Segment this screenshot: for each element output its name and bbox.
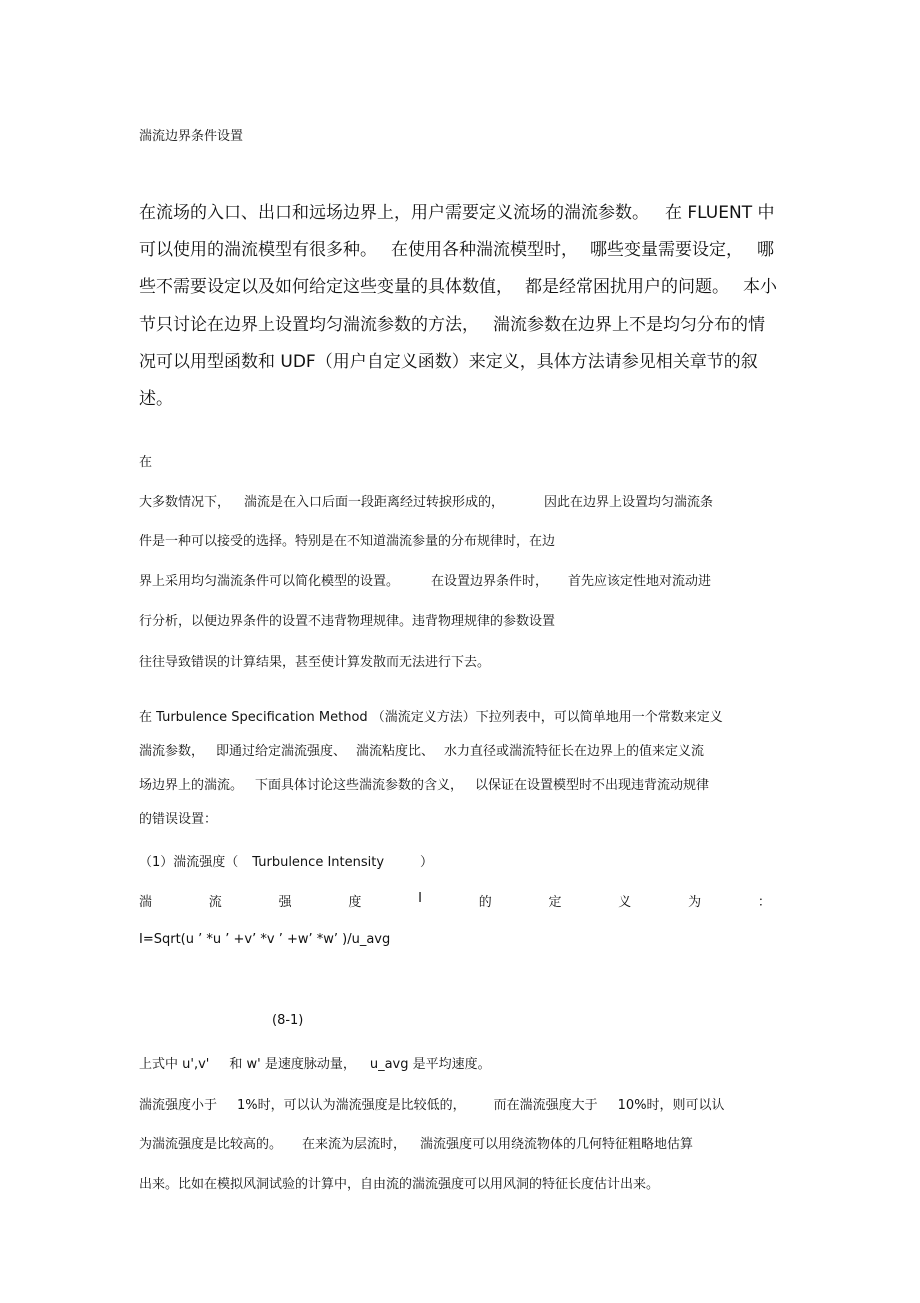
- text-line: 述。: [139, 389, 173, 409]
- formula: I=Sqrt(u ’ *u ’ +v’ *v ’ +w’ *w’ )/u_avg: [139, 932, 391, 947]
- text-line: 的错误设置：: [139, 812, 218, 827]
- text-line: 行分析，以便边界条件的设置不违背物理规律。违背物理规律的参数设置: [139, 614, 556, 629]
- equation-number: (8-1): [272, 1013, 304, 1028]
- text-line: 大多数情况下， 湍流是在入口后面一段距离经过转捩形成的， 因此在边界上设置均匀湍流条: [139, 495, 714, 510]
- text-line: 湍流参数， 即通过给定湍流强度、 湍流粘度比、 水力直径或湍流特征长在边界上的值来定义流: [139, 744, 705, 759]
- text-line: 节只讨论在边界上设置均匀湍流参数的方法， 湍流参数在边界上不是均匀分布的情: [139, 315, 765, 335]
- definition-line: 湍 流 强 度 I 的 定 义 为 ：: [139, 891, 771, 910]
- page-title: 湍流边界条件设置: [139, 129, 244, 144]
- text-line: 湍流强度小于 1%时，可以认为湍流强度是比较低的， 而在湍流强度大于 10%时，则可以认: [139, 1098, 725, 1113]
- section-heading-turbulence-intensity: （1）湍流强度（ Turbulence Intensity ）: [139, 855, 434, 870]
- text-line: 件是一种可以接受的选择。特别是在不知道湍流参量的分布规律时，在边: [139, 534, 556, 549]
- explanation-line: 上式中 u',v' 和 w' 是速度脉动量， u_avg 是平均速度。: [139, 1057, 491, 1072]
- text-line: 出来。比如在模拟风洞试验的计算中，自由流的湍流强度可以用风洞的特征长度估计出来。: [139, 1177, 660, 1192]
- text-line: 在 Turbulence Specification Method （湍流定义方法）下拉列表中，可以简单地用一个常数来定义: [139, 710, 723, 725]
- text-line: 在: [139, 455, 153, 470]
- text-line: 况可以用型函数和 UDF（用户自定义函数）来定义，具体方法请参见相关章节的叙: [139, 352, 758, 372]
- text-line: 场边界上的湍流。 下面具体讨论这些湍流参数的含义， 以保证在设置模型时不出现违背流动规律: [139, 778, 710, 793]
- text-line: 界上采用均匀湍流条件可以简化模型的设置。 在设置边界条件时， 首先应该定性地对流动进: [139, 574, 712, 589]
- text-line: 在流场的入口、出口和远场边界上，用户需要定义流场的湍流参数。 在 FLUENT 中: [139, 203, 775, 223]
- text-line: 往往导致错误的计算结果，甚至使计算发散而无法进行下去。: [139, 655, 491, 670]
- text-line: 可以使用的湍流模型有很多种。 在使用各种湍流模型时， 哪些变量需要设定， 哪: [139, 240, 774, 260]
- text-line: 些不需要设定以及如何给定这些变量的具体数值， 都是经常困扰用户的问题。 本小: [139, 277, 777, 297]
- text-line: 为湍流强度是比较高的。 在来流为层流时， 湍流强度可以用绕流物体的几何特征粗略地估算: [139, 1137, 694, 1152]
